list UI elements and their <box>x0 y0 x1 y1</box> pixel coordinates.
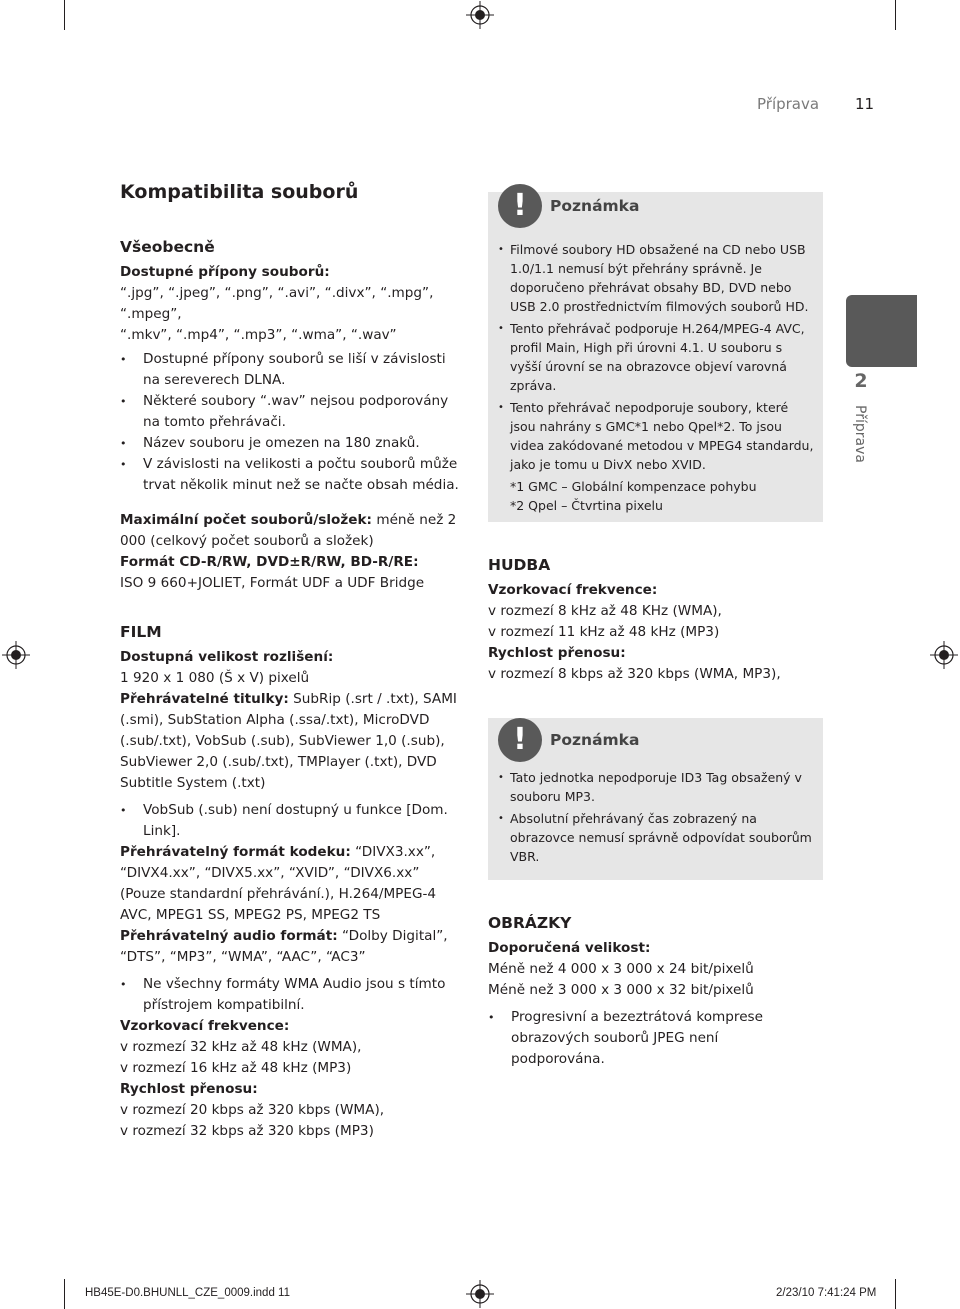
audio-bullet-list <box>120 974 465 1016</box>
extensions-label: Dostupné přípony souborů: <box>120 264 330 280</box>
registration-mark-icon <box>466 1280 494 1308</box>
crop-mark <box>64 1279 65 1309</box>
footer-file-name: HB45E-D0.BHUNLL_CZE_0009.indd 11 <box>85 1287 290 1299</box>
note-body <box>498 240 815 515</box>
resolution-label: Dostupná velikost rozlišení: <box>120 649 334 665</box>
list-item: • Ne všechny formáty WMA Audio jsou s tímto přístrojem kompatibilní. <box>120 974 465 1016</box>
list-item: • Tato jednotka nepodporuje ID3 Tag obsažený v souboru MP3. <box>498 768 815 806</box>
header-section-name: Příprava <box>757 95 820 113</box>
general-bullet-list <box>120 349 465 496</box>
note-header <box>498 718 639 762</box>
codec-value: “DIVX3.xx”, “DIVX4.xx”, “DIVX5.xx”, “XVID”, “DIVX6.xx” (Pouze standardní přehrávání.), H.264/MPEG-4 AVC, MPEG1 SS, MPEG2 PS, MPEG2 TS <box>120 844 437 923</box>
list-item: • Absolutní přehrávaný čas zobrazený na obrazovce nemusí správně odpovídat souborům VBR. <box>498 809 815 866</box>
film-sampling-label: Vzorkovací frekvence: <box>120 1018 290 1034</box>
audio-label: Přehrávatelný audio formát: <box>120 928 338 944</box>
image-size-line: Méně než 4 000 x 3 000 x 24 bit/pixelů <box>488 961 754 977</box>
crop-mark <box>895 1279 896 1309</box>
film-sampling-line: v rozmezí 32 kHz až 48 kHz (WMA), <box>120 1039 362 1055</box>
registration-mark-icon <box>466 1 494 29</box>
exclamation-icon: ! <box>498 718 542 762</box>
audio-paragraph <box>120 926 465 968</box>
section-heading-hudba: HUDBA <box>488 556 551 574</box>
list-item: • VobSub (.sub) není dostupný u funkce [Dom. Link]. <box>120 800 465 842</box>
max-files-label: Maximální počet souborů/složek: <box>120 512 372 528</box>
note-header <box>498 184 639 228</box>
footnote: *1 GMC – Globální kompenzace pohybu <box>510 479 757 494</box>
list-item: • Filmové soubory HD obsažené na CD nebo USB 1.0/1.1 nemusí být přehrány správně. Je doporučeno přehrávat obsahy BD, DVD nebo USB 2.0 prostřednictvím filmových souborů HD. <box>498 240 815 316</box>
disc-format-label: Formát CD-R/RW, DVD±R/RW, BD-R/RE: <box>120 554 419 570</box>
left-column <box>120 236 465 1142</box>
exclamation-icon: ! <box>498 184 542 228</box>
images-bullet-list <box>488 1007 808 1070</box>
note-body <box>498 768 815 869</box>
disc-format-value: ISO 9 660+JOLIET, Formát UDF a UDF Bridge <box>120 575 425 591</box>
subtitles-paragraph <box>120 689 465 794</box>
section-heading-vseobecne: Všeobecně <box>120 238 215 256</box>
music-sampling-line: v rozmezí 8 kHz až 48 KHz (WMA), <box>488 603 722 619</box>
subtitles-label: Přehrávatelné titulky: <box>120 691 289 707</box>
note-box-music <box>488 718 823 880</box>
list-item: • Tento přehrávač podporuje H.264/MPEG-4 AVC, profil Main, High při úrovni 4.1. U souboru s vyšší úrovní se na obrazovce objeví varovná zpráva. <box>498 319 815 395</box>
section-heading-obrazky: OBRÁZKY <box>488 914 572 932</box>
section-heading-film: FILM <box>120 623 162 641</box>
chapter-tab <box>846 295 917 367</box>
list-item: • Některé soubory “.wav” nejsou podporovány na tomto přehrávači. <box>120 391 465 433</box>
max-files-paragraph <box>120 510 465 552</box>
image-size-label: Doporučená velikost: <box>488 940 651 956</box>
film-bitrate-label: Rychlost přenosu: <box>120 1081 258 1097</box>
chapter-label: Příprava <box>852 405 868 463</box>
subtitles-value: SubRip (.srt / .txt), SAMI (.smi), SubStation Alpha (.ssa/.txt), MicroDVD (.sub/.txt), VobSub (.sub), SubViewer 1,0 (.sub), SubViewer 2,0 (.sub/.txt), TMPlayer (.txt), DVD Subtitle System (.txt) <box>120 691 457 791</box>
subtitles-bullet-list <box>120 800 465 842</box>
film-bitrate-line: v rozmezí 32 kbps až 320 kbps (MP3) <box>120 1123 374 1139</box>
chapter-number: 2 <box>854 370 868 392</box>
music-bitrate-line: v rozmezí 8 kbps až 320 kbps (WMA, MP3), <box>488 666 781 682</box>
audio-value: “Dolby Digital”, “DTS”, “MP3”, “WMA”, “AAC”, “AC3” <box>120 928 448 965</box>
film-bitrate-line: v rozmezí 20 kbps až 320 kbps (WMA), <box>120 1102 385 1118</box>
resolution-value: 1 920 x 1 080 (Š x V) pixelů <box>120 670 310 686</box>
images-section <box>488 912 808 1070</box>
note-box-film <box>488 188 823 522</box>
page-number: 11 <box>855 95 875 113</box>
registration-mark-icon <box>930 641 958 669</box>
codec-label: Přehrávatelný formát kodeku: <box>120 844 351 860</box>
registration-mark-icon <box>2 641 30 669</box>
list-item: • Tento přehrávač nepodporuje soubory, které jsou nahrány s GMC*1 nebo Qpel*2. To jsou videa zakódované metodou v MPEG4 standardu, jako je tomu u DivX nebo XVID. <box>498 398 815 474</box>
crop-mark <box>64 0 65 30</box>
footer-date: 2/23/10 7:41:24 PM <box>776 1287 877 1299</box>
music-bitrate-label: Rychlost přenosu: <box>488 645 626 661</box>
max-files-value: méně než 2 000 (celkový počet souborů a složek) <box>120 512 457 549</box>
image-size-line: Méně než 3 000 x 3 000 x 32 bit/pixelů <box>488 982 754 998</box>
extensions-line: “.jpg”, “.jpeg”, “.png”, “.avi”, “.divx”, “.mpg”, “.mpeg”, <box>120 285 434 322</box>
extensions-line: “.mkv”, “.mp4”, “.mp3”, “.wma”, “.wav” <box>120 327 397 343</box>
crop-mark <box>895 0 896 30</box>
list-item: • Dostupné přípony souborů se liší v závislosti na sereverech DLNA. <box>120 349 465 391</box>
codec-paragraph <box>120 842 465 926</box>
list-item: • V závislosti na velikosti a počtu souborů může trvat několik minut než se načte obsah média. <box>120 454 465 496</box>
footnote: *2 Qpel – Čtvrtina pixelu <box>510 498 663 513</box>
note-title: Poznámka <box>550 196 640 215</box>
page-title: Kompatibilita souborů <box>120 181 359 203</box>
music-sampling-label: Vzorkovací frekvence: <box>488 582 658 598</box>
film-sampling-line: v rozmezí 16 kHz až 48 kHz (MP3) <box>120 1060 352 1076</box>
music-section <box>488 554 833 685</box>
list-item: • Progresivní a bezeztrátová komprese obrazových souborů JPEG není podporována. <box>488 1007 808 1070</box>
note-title: Poznámka <box>550 730 640 749</box>
music-sampling-line: v rozmezí 11 kHz až 48 kHz (MP3) <box>488 624 720 640</box>
list-item: • Název souboru je omezen na 180 znaků. <box>120 433 465 454</box>
